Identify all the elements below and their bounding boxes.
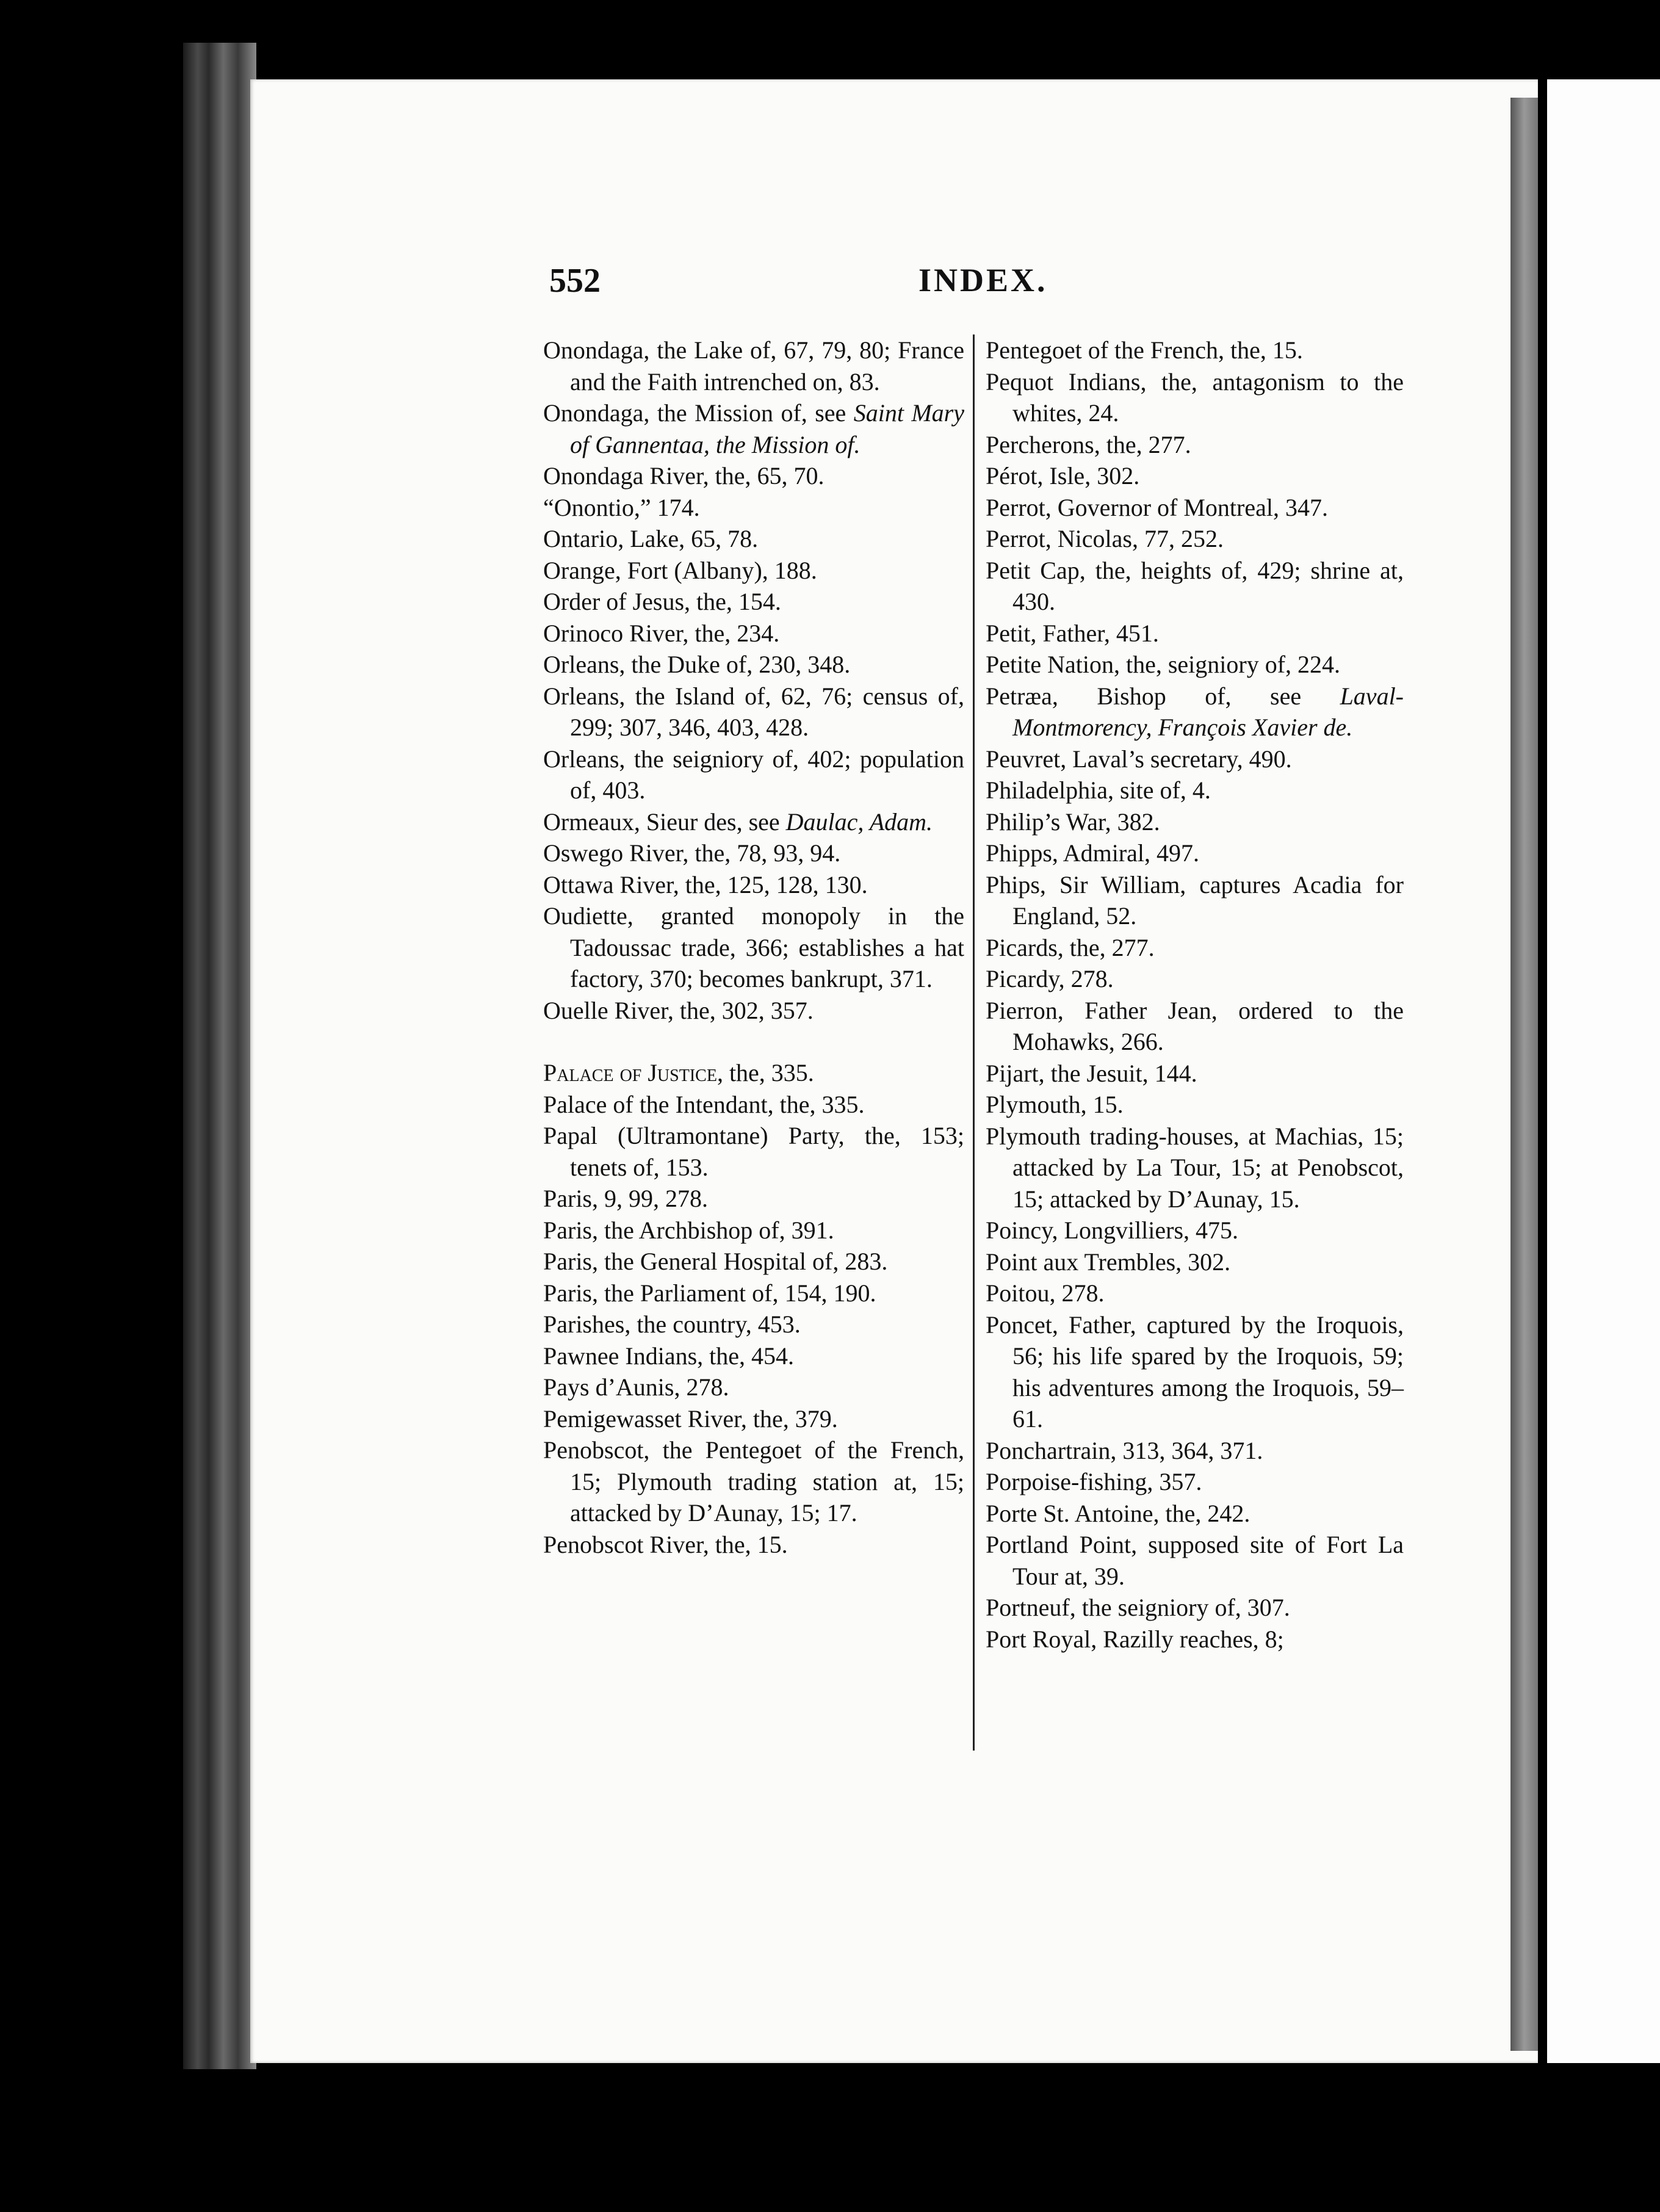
index-entry (986, 523, 1404, 555)
index-entry (543, 1403, 964, 1435)
index-entry-text: Perrot, Governor of Montreal, 347. (986, 493, 1328, 521)
index-entry-text: Poincy, Longvilliers, 475. (986, 1216, 1239, 1244)
index-entry (986, 932, 1404, 964)
index-entry (986, 1435, 1404, 1467)
index-entry (543, 618, 964, 649)
index-entry-text: Petit, Father, 451. (986, 619, 1159, 647)
letter-section-gap (543, 1026, 964, 1057)
index-entry-text: Ouelle River, the, 302, 357. (543, 996, 814, 1024)
index-entry-text: Petite Nation, the, seigniory of, 224. (986, 651, 1341, 678)
index-entry-text: Peuvret, Laval’s secretary, 490. (986, 745, 1292, 773)
index-entry (986, 1498, 1404, 1530)
index-entry (543, 460, 964, 492)
index-entry-text: Ontario, Lake, 65, 78. (543, 525, 759, 552)
index-entry-text: Pierron, Father Jean, ordered to the Mohawks, 266. (986, 996, 1404, 1055)
index-entry (543, 334, 964, 397)
index-entry (543, 1215, 964, 1246)
index-entry (986, 1246, 1404, 1278)
index-entry-text: Papal (Ultramontane) Party, the, 153; tenets of, 153. (543, 1122, 964, 1181)
index-entry-text: Pemigewasset River, the, 379. (543, 1404, 838, 1433)
index-entry-text: Poncet, Father, captured by the Iroquois, 56; his life spared by the Iroquois, 59; his adventures among the Iroquois, 59–61. (986, 1310, 1404, 1433)
index-entry-reference: Saint Mary of Gannentaa, the Mission of. (570, 399, 964, 458)
index-entry-text: Paris, the Parliament of, 154, 190. (543, 1279, 876, 1307)
index-entry (543, 995, 964, 1027)
book-gutter (1510, 98, 1538, 2051)
index-entry (986, 1278, 1404, 1309)
index-entry (543, 1340, 964, 1372)
index-entry (543, 743, 964, 806)
index-entry-text: Portland Point, supposed site of Fort La Tour at, 39. (986, 1531, 1404, 1590)
book-edge (183, 43, 256, 2069)
index-entry (543, 586, 964, 618)
page-number: 552 (549, 262, 601, 300)
index-entry (543, 900, 964, 995)
index-entry-text: Pijart, the Jesuit, 144. (986, 1059, 1197, 1087)
index-entry (986, 743, 1404, 775)
index-entry-text: Orleans, the seigniory of, 402; population of, 403. (543, 745, 964, 804)
index-entry (986, 334, 1404, 366)
index-entry-text: Orleans, the Duke of, 230, 348. (543, 651, 851, 678)
index-entry (543, 492, 964, 524)
index-entry-text: “Onontio,” 174. (543, 493, 700, 521)
index-entry-text: Penobscot River, the, 15. (543, 1530, 788, 1558)
index-entry (986, 1466, 1404, 1498)
index-entry-text: Percherons, the, 277. (986, 430, 1191, 458)
index-entry-reference: , the, 335. (716, 1059, 814, 1086)
index-entry (986, 366, 1404, 429)
index-entry (543, 523, 964, 555)
index-entry (986, 775, 1404, 806)
index-entry-text: Plymouth, 15. (986, 1091, 1124, 1118)
index-entry (543, 1120, 964, 1183)
index-column-right (986, 334, 1404, 1655)
index-entry-text: Paris, 9, 99, 278. (543, 1185, 708, 1212)
index-entry-text: Orange, Fort (Albany), 188. (543, 556, 817, 584)
index-entry (986, 1058, 1404, 1090)
index-entry (986, 1121, 1404, 1215)
index-entry-text: Penobscot, the Pentegoet of the French, 15; Plymouth trading station at, 15; attacked by D’Aunay, 15; 17. (543, 1436, 964, 1527)
index-entry-text: Poitou, 278. (986, 1279, 1105, 1307)
index-entry (543, 1278, 964, 1309)
index-entry-text: Pequot Indians, the, antagonism to the whites, 24. (986, 367, 1404, 427)
index-column-left (543, 334, 964, 1560)
index-entry (986, 837, 1404, 869)
index-entry-text: Oudiette, granted monopoly in the Tadoussac trade, 366; establishes a hat factory, 370; becomes bankrupt, 371. (543, 902, 964, 992)
index-entry (986, 460, 1404, 492)
index-entry-text: Portneuf, the seigniory of, 307. (986, 1594, 1290, 1621)
index-entry (986, 1592, 1404, 1624)
index-entry-text: Onondaga, the Lake of, 67, 79, 80; France and the Faith intrenched on, 83. (543, 336, 964, 396)
index-entry-reference: Daulac, Adam. (785, 808, 933, 836)
index-entry-text: Philip’s War, 382. (986, 808, 1160, 836)
index-entry (986, 995, 1404, 1058)
page-header (549, 261, 1404, 310)
index-entry-text: Parishes, the country, 453. (543, 1310, 801, 1338)
index-entry (543, 1529, 964, 1561)
index-entry (543, 1089, 964, 1121)
index-entry (543, 869, 964, 901)
index-entry (986, 681, 1404, 743)
index-entry-text: Point aux Trembles, 302. (986, 1248, 1231, 1276)
index-entry-text: Pays d’Aunis, 278. (543, 1373, 729, 1401)
index-entry-text: Port Royal, Razilly reaches, 8; (986, 1625, 1284, 1653)
index-entry (986, 429, 1404, 461)
index-entry (543, 1183, 964, 1215)
index-entry-text: Plymouth trading-houses, at Machias, 15; attacked by La Tour, 15; at Penobscot, 15; attacked by D’Aunay, 15. (986, 1122, 1404, 1213)
index-entry-text: Philadelphia, site of, 4. (986, 776, 1211, 804)
index-entry (986, 806, 1404, 838)
index-entry-text: Paris, the General Hospital of, 283. (543, 1248, 888, 1275)
index-entry (543, 649, 964, 681)
facing-page-edge (1547, 79, 1660, 2063)
index-entry-text: Phips, Sir William, captures Acadia for England, 52. (986, 870, 1404, 930)
index-entry (543, 806, 964, 838)
index-entry-text: Paris, the Archbishop of, 391. (543, 1216, 834, 1244)
index-entry (543, 837, 964, 869)
index-entry-text: Phipps, Admiral, 497. (986, 839, 1200, 867)
index-entry-text: Petit Cap, the, heights of, 429; shrine at, 430. (986, 556, 1404, 615)
index-entry-text: Perrot, Nicolas, 77, 252. (986, 525, 1224, 552)
index-entry (986, 1089, 1404, 1121)
index-entry-text: Picards, the, 277. (986, 933, 1155, 961)
index-entry-text: Order of Jesus, the, 154. (543, 588, 781, 615)
running-head: INDEX. (918, 262, 1048, 298)
index-entry (543, 555, 964, 587)
index-entry-reference: Laval-Montmorency, François Xavier de. (1012, 682, 1404, 741)
index-entry (543, 681, 964, 743)
index-entry-text: Pawnee Indians, the, 454. (543, 1342, 795, 1370)
index-entry (986, 1215, 1404, 1246)
index-entry-text: Onondaga, the Mission of, see (543, 399, 854, 427)
index-entry (543, 397, 964, 460)
index-entry (543, 1057, 964, 1089)
index-entry (986, 1624, 1404, 1655)
index-entry-text: Picardy, 278. (986, 965, 1114, 992)
index-entry (543, 1372, 964, 1403)
column-rule (973, 334, 975, 1751)
index-entry (986, 869, 1404, 932)
index-entry (986, 618, 1404, 649)
index-entry (543, 1309, 964, 1340)
index-entry-text: Ormeaux, Sieur des, see (543, 808, 786, 836)
index-entry (986, 963, 1404, 995)
index-entry-text: Ponchartrain, 313, 364, 371. (986, 1436, 1263, 1464)
index-entry (543, 1434, 964, 1529)
index-entry-text: Palace of Justice (543, 1059, 717, 1086)
index-entry (986, 649, 1404, 681)
index-entry-text: Pentegoet of the French, the, 15. (986, 336, 1303, 364)
index-entry-text: Porte St. Antoine, the, 242. (986, 1499, 1250, 1527)
index-entry (986, 492, 1404, 524)
index-entry-text: Petræa, Bishop of, see (986, 682, 1340, 710)
index-entry-text: Orleans, the Island of, 62, 76; census of, 299; 307, 346, 403, 428. (543, 682, 964, 741)
index-entry-text: Oswego River, the, 78, 93, 94. (543, 839, 841, 867)
index-entry (986, 555, 1404, 618)
index-entry-text: Porpoise-fishing, 357. (986, 1468, 1202, 1495)
index-entry-text: Onondaga River, the, 65, 70. (543, 462, 825, 490)
index-entry-text: Ottawa River, the, 125, 128, 130. (543, 870, 868, 898)
index-entry (986, 1529, 1404, 1592)
index-entry (543, 1246, 964, 1278)
index-entry-text: Orinoco River, the, 234. (543, 619, 780, 647)
index-entry-text: Pérot, Isle, 302. (986, 462, 1140, 490)
index-entry (986, 1309, 1404, 1435)
index-entry-text: Palace of the Intendant, the, 335. (543, 1090, 865, 1118)
